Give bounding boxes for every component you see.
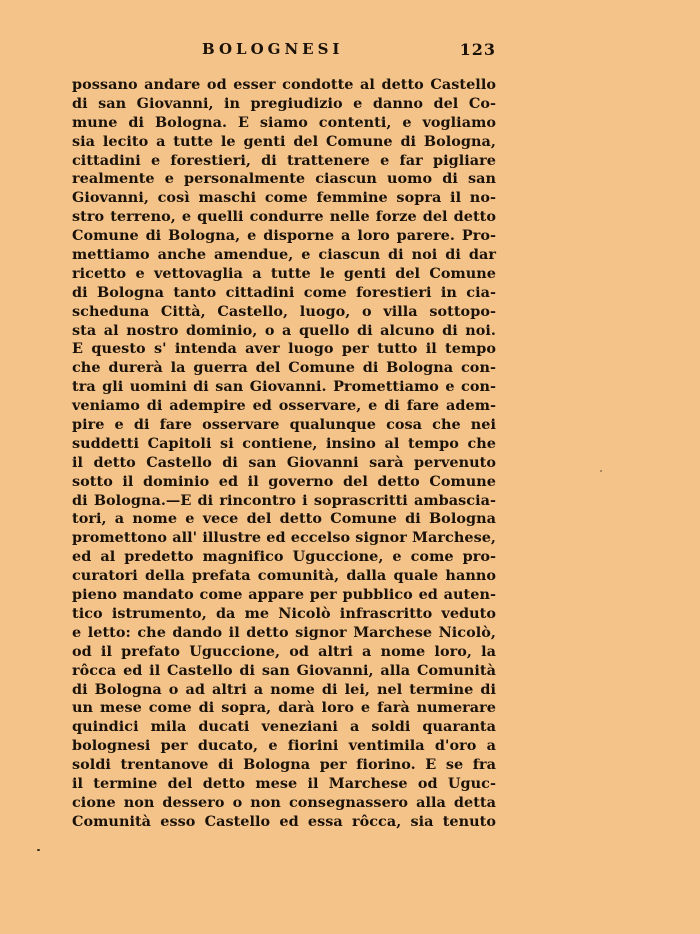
text-line: veniamo di adempire ed osservare, e di fare adem- <box>72 397 496 415</box>
text-line: di Bologna o ad altri a nome di lei, nel termine di <box>72 680 496 698</box>
text-line: Comune di Bologna, e disporne a loro parere. Pro- <box>72 227 496 245</box>
text-line: Giovanni, così maschi come femmine sopra il no- <box>72 189 496 207</box>
text-line: tra gli uomini di san Giovanni. Promettiamo e con- <box>72 378 496 396</box>
text-line: soldi trentanove di Bologna per fiorino. E se fra <box>72 756 496 774</box>
text-line: curatori della prefata comunità, dalla quale hanno <box>72 567 496 585</box>
ink-speck <box>600 470 602 472</box>
text-line: Comunità esso Castello ed essa rôcca, sia tenuto <box>72 812 496 830</box>
text-line: un mese come di sopra, darà loro e farà numerare <box>72 699 496 717</box>
text-line: il termine del detto mese il Marchese od Uguc- <box>72 774 496 792</box>
text-line: cione non dessero o non consegnassero alla detta <box>72 793 496 811</box>
text-line: ricetto e vettovaglia a tutte le genti del Comune <box>72 264 496 282</box>
text-line: mune di Bologna. E siamo contenti, e vogliamo <box>72 113 496 131</box>
text-line: il detto Castello di san Giovanni sarà pervenuto <box>72 453 496 471</box>
running-title: BOLOGNESI <box>202 40 344 58</box>
text-line: tori, a nome e vece del detto Comune di Bologna <box>72 510 496 528</box>
text-line: stro terreno, e quelli condurre nelle forze del detto <box>72 208 496 226</box>
text-line: mettiamo anche amendue, e ciascun di noi di dar <box>72 246 496 264</box>
text-line: possano andare od esser condotte al detto Castello <box>72 76 496 93</box>
text-line: quindici mila ducati veneziani a soldi quaranta <box>72 718 496 736</box>
ink-speck <box>37 849 40 851</box>
text-line: realmente e personalmente ciascun uomo di san <box>72 170 496 188</box>
text-line: cittadini e forestieri, di trattenere e far pigliare <box>72 151 496 169</box>
text-line: sia lecito a tutte le genti del Comune di Bologna, <box>72 132 496 150</box>
page-number: 123 <box>459 40 496 59</box>
text-line: di Bologna tanto cittadini come forestieri in cia- <box>72 283 496 301</box>
text-line: suddetti Capitoli si contiene, insino al tempo che <box>72 434 496 452</box>
text-line: che durerà la guerra del Comune di Bologna con- <box>72 359 496 377</box>
text-line: od il prefato Uguccione, od altri a nome loro, la <box>72 642 496 660</box>
running-head <box>72 40 496 64</box>
text-line: pire e di fare osservare qualunque cosa che nei <box>72 416 496 434</box>
text-line: sotto il dominio ed il governo del detto Comune <box>72 472 496 490</box>
body-text <box>72 76 496 832</box>
text-line: rôcca ed il Castello di san Giovanni, alla Comunità <box>72 661 496 679</box>
text-line: sta al nostro dominio, o a quello di alcuno di noi. <box>72 321 496 339</box>
text-line: promettono all' illustre ed eccelso signor Marchese, <box>72 529 496 547</box>
text-line: scheduna Città, Castello, luogo, o villa sottopo- <box>72 302 496 320</box>
text-line: tico istrumento, da me Nicolò infrascritto veduto <box>72 604 496 622</box>
text-line: di san Giovanni, in pregiudizio e danno del Co- <box>72 94 496 112</box>
text-line: E questo s' intenda aver luogo per tutto il tempo <box>72 340 496 358</box>
text-line: pieno mandato come appare per pubblico ed auten- <box>72 586 496 604</box>
text-line: bolognesi per ducato, e fiorini ventimila d'oro a <box>72 737 496 755</box>
text-line: di Bologna.—E di rincontro i soprascritti ambascia- <box>72 491 496 509</box>
text-line: ed al predetto magnifico Uguccione, e come pro- <box>72 548 496 566</box>
text-line: e letto: che dando il detto signor Marchese Nicolò, <box>72 623 496 641</box>
